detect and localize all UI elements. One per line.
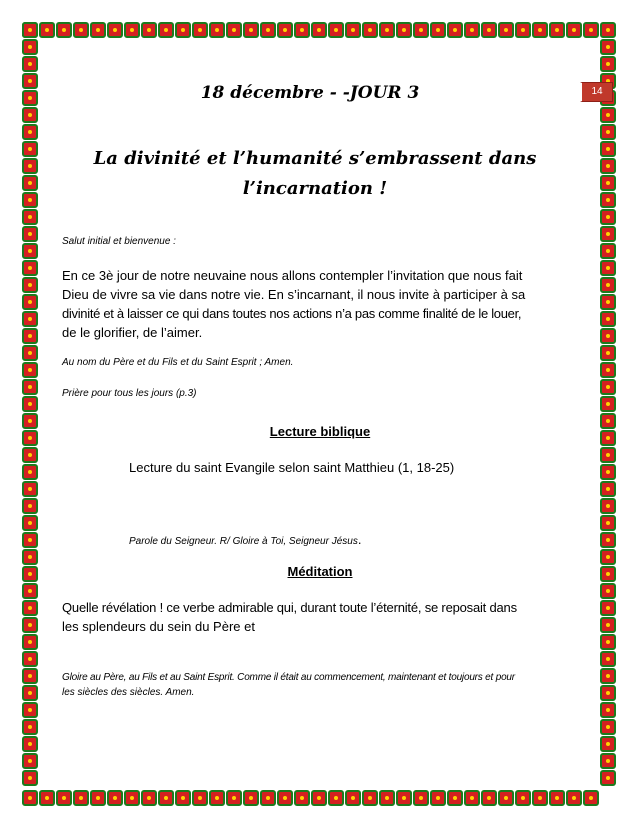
meditation-line-1: Quelle révélation ! ce verbe admirable qui, durant toute l’éternité, se reposait dans — [62, 600, 517, 615]
flower-border-icon — [107, 22, 123, 38]
flower-border-icon — [22, 617, 38, 633]
flower-border-icon — [277, 22, 293, 38]
flower-border-icon — [22, 328, 38, 344]
flower-border-icon — [107, 790, 123, 806]
flower-border-icon — [22, 770, 38, 786]
flower-border-icon — [566, 790, 582, 806]
flower-border-icon — [345, 790, 361, 806]
flower-border-icon — [209, 22, 225, 38]
flower-border-icon — [600, 481, 616, 497]
flower-border-icon — [430, 790, 446, 806]
flower-border-icon — [22, 790, 38, 806]
flower-border-icon — [22, 277, 38, 293]
flower-border-icon — [600, 668, 616, 684]
salut-text: Salut initial et bienvenue : — [62, 236, 176, 247]
flower-border-icon — [481, 790, 497, 806]
flower-border-icon — [226, 790, 242, 806]
flower-border-icon — [600, 753, 616, 769]
flower-border-icon — [22, 209, 38, 225]
flower-border-icon — [600, 651, 616, 667]
flower-border-icon — [600, 294, 616, 310]
flower-border-icon — [362, 790, 378, 806]
flower-border-icon — [22, 226, 38, 242]
flower-border-icon — [22, 481, 38, 497]
flower-border-icon — [600, 685, 616, 701]
flower-border-icon — [22, 736, 38, 752]
bottom-border — [22, 790, 600, 807]
flower-border-icon — [22, 158, 38, 174]
flower-border-icon — [600, 141, 616, 157]
flower-border-icon — [22, 532, 38, 548]
flower-border-icon — [22, 583, 38, 599]
flower-border-icon — [192, 22, 208, 38]
gloire-line-2: les siècles des siècles. Amen. — [62, 687, 195, 698]
flower-border-icon — [90, 22, 106, 38]
flower-border-icon — [22, 243, 38, 259]
flower-border-icon — [600, 56, 616, 72]
flower-border-icon — [22, 73, 38, 89]
flower-border-icon — [600, 260, 616, 276]
flower-border-icon — [600, 464, 616, 480]
flower-border-icon — [447, 790, 463, 806]
flower-border-icon — [22, 396, 38, 412]
flower-border-icon — [379, 790, 395, 806]
flower-border-icon — [22, 413, 38, 429]
flower-border-icon — [311, 790, 327, 806]
flower-border-icon — [22, 447, 38, 463]
flower-border-icon — [141, 22, 157, 38]
flower-border-icon — [464, 22, 480, 38]
flower-border-icon — [328, 790, 344, 806]
flower-border-icon — [260, 790, 276, 806]
flower-border-icon — [22, 379, 38, 395]
flower-border-icon — [124, 790, 140, 806]
flower-border-icon — [56, 22, 72, 38]
intro-line-3: divinité et à laisser ce qui dans toutes nos actions n’a pas comme finalité de le louer, — [62, 306, 522, 321]
flower-border-icon — [600, 396, 616, 412]
flower-border-icon — [515, 790, 531, 806]
flower-border-icon — [243, 790, 259, 806]
flower-border-icon — [600, 379, 616, 395]
flower-border-icon — [600, 277, 616, 293]
flower-border-icon — [600, 566, 616, 582]
flower-border-icon — [600, 158, 616, 174]
flower-border-icon — [600, 192, 616, 208]
meditation-heading: Méditation — [287, 564, 353, 579]
flower-border-icon — [600, 634, 616, 650]
flower-border-icon — [22, 651, 38, 667]
intro-paragraph — [62, 266, 572, 342]
flower-border-icon — [600, 209, 616, 225]
top-border — [22, 22, 600, 39]
meditation-line-2: les splendeurs du sein du Père et — [62, 619, 255, 634]
flower-border-icon — [22, 668, 38, 684]
subtitle-line-2: l’incarnation ! — [242, 178, 388, 199]
flower-border-icon — [464, 790, 480, 806]
flower-border-icon — [22, 634, 38, 650]
flower-border-icon — [549, 22, 565, 38]
flower-border-icon — [141, 790, 157, 806]
parole-end: . — [357, 532, 362, 547]
flower-border-icon — [600, 600, 616, 616]
flower-border-icon — [260, 22, 276, 38]
flower-border-icon — [22, 702, 38, 718]
flower-border-icon — [175, 790, 191, 806]
flower-border-icon — [396, 790, 412, 806]
flower-border-icon — [600, 549, 616, 565]
flower-border-icon — [600, 702, 616, 718]
flower-border-icon — [413, 790, 429, 806]
flower-border-icon — [22, 311, 38, 327]
flower-border-icon — [175, 22, 191, 38]
flower-border-icon — [22, 566, 38, 582]
flower-border-icon — [39, 790, 55, 806]
flower-border-icon — [345, 22, 361, 38]
flower-border-icon — [600, 617, 616, 633]
flower-border-icon — [22, 753, 38, 769]
flower-border-icon — [362, 22, 378, 38]
intro-line-4: de le glorifier, de l’aimer. — [62, 325, 203, 340]
flower-border-icon — [192, 790, 208, 806]
flower-border-icon — [600, 362, 616, 378]
flower-border-icon — [600, 719, 616, 735]
flower-border-icon — [39, 22, 55, 38]
flower-border-icon — [73, 790, 89, 806]
flower-border-icon — [600, 311, 616, 327]
flower-border-icon — [600, 107, 616, 123]
flower-border-icon — [22, 39, 38, 55]
flower-border-icon — [600, 583, 616, 599]
page-title: 18 décembre - -JOUR 3 — [200, 83, 420, 103]
flower-border-icon — [277, 790, 293, 806]
flower-border-icon — [73, 22, 89, 38]
parole-main: Parole du Seigneur. R/ Gloire à Toi, Seigneur Jésus — [129, 536, 358, 547]
flower-border-icon — [600, 124, 616, 140]
lecture-text: Lecture du saint Evangile selon saint Matthieu (1, 18-25) — [129, 460, 455, 475]
flower-border-icon — [600, 447, 616, 463]
subtitle-line-1: La divinité et l’humanité s’embrassent dans — [93, 148, 537, 169]
flower-border-icon — [549, 790, 565, 806]
flower-border-icon — [600, 515, 616, 531]
flower-border-icon — [600, 345, 616, 361]
flower-border-icon — [481, 22, 497, 38]
flower-border-icon — [209, 790, 225, 806]
left-border — [22, 22, 39, 787]
flower-border-icon — [22, 719, 38, 735]
flower-border-icon — [498, 790, 514, 806]
flower-border-icon — [22, 498, 38, 514]
flower-border-icon — [22, 260, 38, 276]
flower-border-icon — [532, 22, 548, 38]
flower-border-icon — [90, 790, 106, 806]
flower-border-icon — [56, 790, 72, 806]
flower-border-icon — [600, 328, 616, 344]
flower-border-icon — [583, 22, 599, 38]
flower-border-icon — [600, 413, 616, 429]
flower-border-icon — [600, 175, 616, 191]
flower-border-icon — [430, 22, 446, 38]
lecture-heading: Lecture biblique — [269, 424, 371, 439]
flower-border-icon — [22, 90, 38, 106]
flower-border-icon — [22, 430, 38, 446]
flower-border-icon — [294, 790, 310, 806]
flower-border-icon — [158, 22, 174, 38]
parole-text — [129, 532, 361, 547]
flower-border-icon — [22, 515, 38, 531]
flower-border-icon — [532, 790, 548, 806]
flower-border-icon — [22, 141, 38, 157]
flower-border-icon — [600, 736, 616, 752]
flower-border-icon — [124, 22, 140, 38]
flower-border-icon — [22, 600, 38, 616]
flower-border-icon — [600, 532, 616, 548]
flower-border-icon — [22, 464, 38, 480]
flower-border-icon — [600, 243, 616, 259]
intro-line-2: Dieu de vivre sa vie dans notre vie. En s’incarnant, il nous invite à participer à sa — [62, 287, 526, 302]
flower-border-icon — [600, 39, 616, 55]
flower-border-icon — [22, 22, 38, 38]
flower-border-icon — [566, 22, 582, 38]
flower-border-icon — [396, 22, 412, 38]
meditation-paragraph — [62, 598, 572, 636]
flower-border-icon — [22, 107, 38, 123]
flower-border-icon — [447, 22, 463, 38]
flower-border-icon — [22, 345, 38, 361]
gloire-line-1: Gloire au Père, au Fils et au Saint Esprit. Comme il était au commencement, maintenant et toujours et pour — [62, 672, 515, 683]
flower-border-icon — [600, 226, 616, 242]
flower-border-icon — [600, 430, 616, 446]
flower-border-icon — [515, 22, 531, 38]
flower-border-icon — [22, 175, 38, 191]
flower-border-icon — [600, 498, 616, 514]
gloire-paragraph — [62, 670, 572, 700]
flower-border-icon — [22, 362, 38, 378]
flower-border-icon — [600, 22, 616, 38]
flower-border-icon — [243, 22, 259, 38]
flower-border-icon — [22, 294, 38, 310]
page-number-badge: 14 — [580, 82, 613, 102]
flower-border-icon — [22, 549, 38, 565]
flower-border-icon — [22, 124, 38, 140]
flower-border-icon — [22, 685, 38, 701]
flower-border-icon — [294, 22, 310, 38]
flower-border-icon — [600, 770, 616, 786]
flower-border-icon — [311, 22, 327, 38]
flower-border-icon — [22, 192, 38, 208]
right-border — [600, 22, 617, 787]
intro-line-1: En ce 3è jour de notre neuvaine nous allons contempler l’invitation que nous fait — [62, 268, 523, 283]
flower-border-icon — [413, 22, 429, 38]
priere-text: Prière pour tous les jours (p.3) — [62, 388, 197, 399]
flower-border-icon — [328, 22, 344, 38]
flower-border-icon — [226, 22, 242, 38]
flower-border-icon — [379, 22, 395, 38]
au-nom-text: Au nom du Père et du Fils et du Saint Esprit ; Amen. — [62, 357, 294, 368]
flower-border-icon — [498, 22, 514, 38]
flower-border-icon — [158, 790, 174, 806]
flower-border-icon — [22, 56, 38, 72]
flower-border-icon — [583, 790, 599, 806]
